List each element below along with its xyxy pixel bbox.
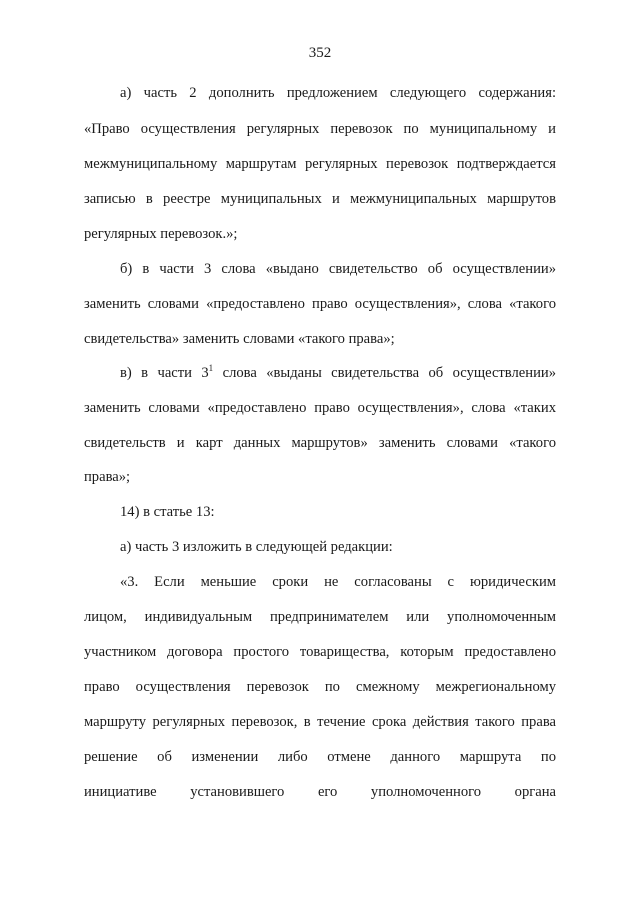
text-line: маршруту регулярных перевозок, в течение срока действия такого права — [84, 714, 556, 730]
text-line: а) часть 2 дополнить предложением следующего содержания: — [120, 85, 556, 101]
text-line: права»; — [84, 469, 131, 485]
text-line: а) часть 3 изложить в следующей редакции: — [120, 539, 393, 555]
text-line: лицом, индивидуальным предпринимателем или уполномоченным — [84, 609, 556, 625]
text-line: свидетельства» заменить словами «такого права»; — [84, 331, 395, 347]
text-line: заменить словами «предоставлено право осуществления», слова «такого — [84, 296, 556, 312]
text-line: «Право осуществления регулярных перевозок по муниципальному и — [84, 121, 556, 137]
text-line: межмуниципальному маршрутам регулярных перевозок подтверждается — [84, 156, 556, 172]
text-line: инициативе установившего его уполномоченного органа — [84, 784, 556, 800]
text-segment: слова «выданы свидетельства об осуществлении» — [222, 365, 556, 381]
text-line: записью в реестре муниципальных и межмуниципальных маршрутов — [84, 191, 556, 207]
text-line: решение об изменении либо отмене данного маршрута по — [84, 749, 556, 765]
text-line: заменить словами «предоставлено право осуществления», слова «таких — [84, 400, 556, 416]
text-line-with-superscript — [120, 364, 556, 382]
text-line: право осуществления перевозок по смежному межрегиональному — [84, 679, 556, 695]
text-segment: в) в части 3 — [120, 365, 209, 381]
page-number: 352 — [308, 45, 332, 61]
text-line: б) в части 3 слова «выдано свидетельство об осуществлении» — [120, 261, 556, 277]
superscript: 1 — [208, 363, 214, 373]
text-line: «3. Если меньшие сроки не согласованы с юридическим — [120, 574, 556, 590]
text-line: свидетельств и карт данных маршрутов» заменить словами «такого — [84, 435, 556, 451]
text-line: 14) в статье 13: — [120, 504, 215, 520]
text-line: регулярных перевозок.»; — [84, 226, 238, 242]
text-line: участником договора простого товарищества, которым предоставлено — [84, 644, 556, 660]
